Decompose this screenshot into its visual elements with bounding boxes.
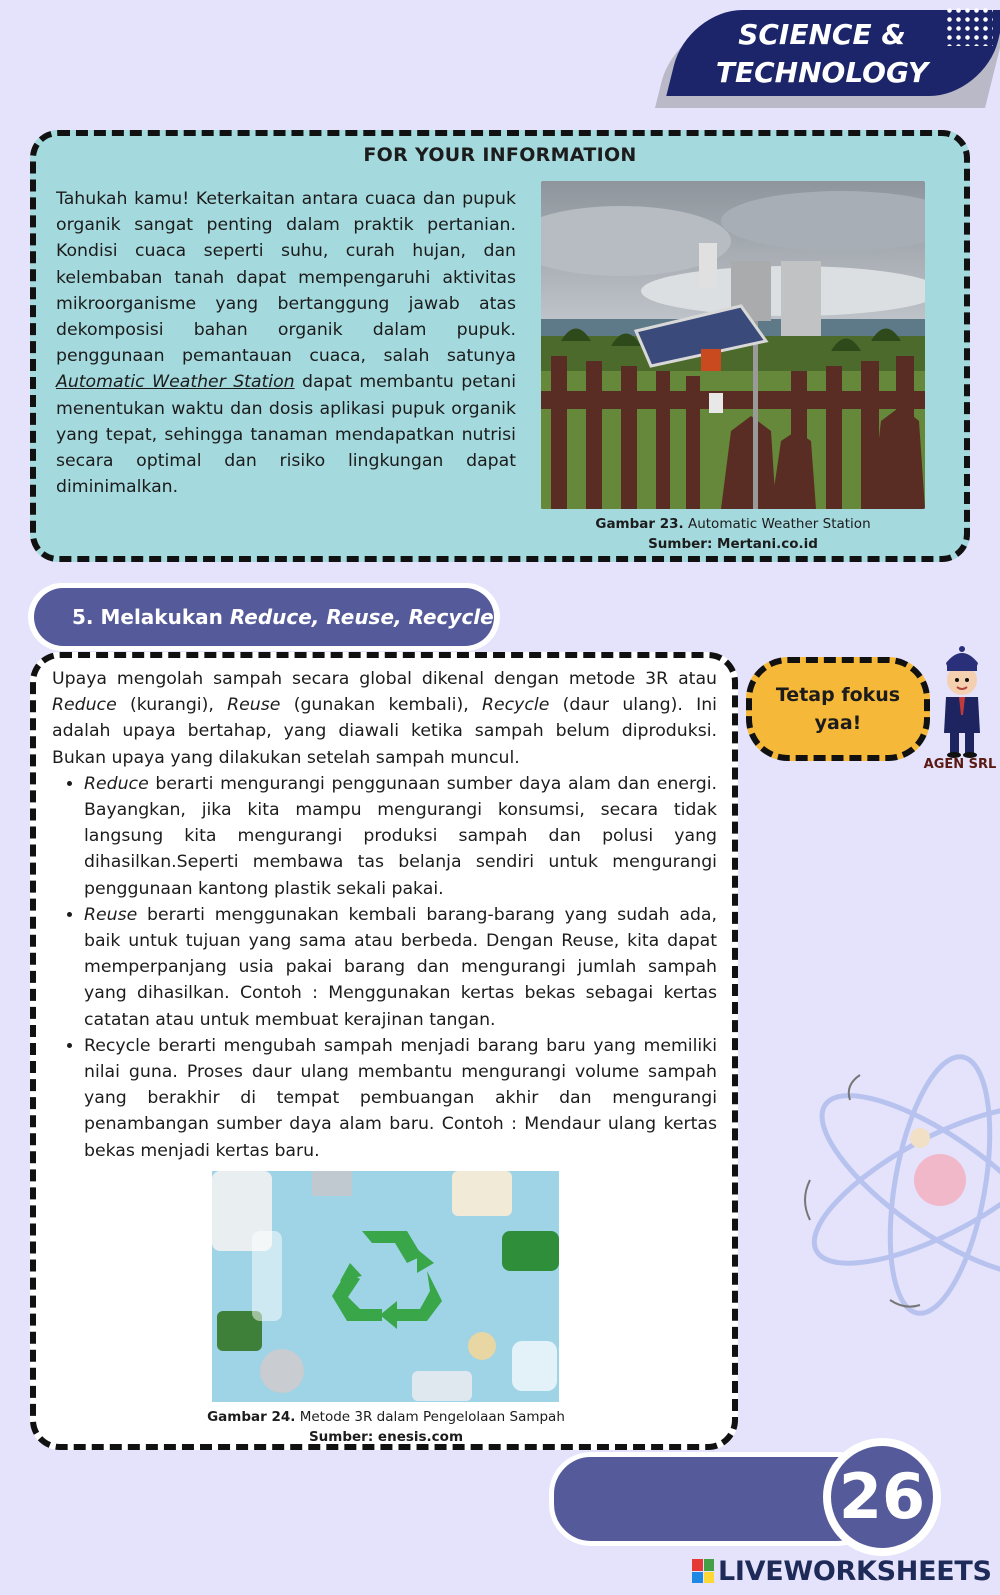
recycle-image	[212, 1171, 559, 1402]
bullet-text: Recycle berarti mengubah sampah menjadi barang baru yang memiliki nilai guna. Proses daur ulang membantu mengurangi volume sampah yang berakhir di tempat pembuangan akhir dan mengurangi penambangan sumber daya alam baru. Contoh : Mendaur ulang kertas bekas menjadi kertas baru.	[84, 1035, 717, 1161]
figure-23-caption	[541, 514, 925, 554]
section-title-italic: Reduce, Reuse, Recycle	[229, 605, 494, 629]
reuse-term: Reuse	[84, 904, 138, 925]
intro-text: (gunakan kembali),	[293, 695, 469, 716]
caption-label: Gambar 23.	[595, 516, 684, 532]
list-item-reduce	[84, 771, 717, 902]
reuse-term: Reuse	[227, 695, 281, 716]
aws-link[interactable]: Automatic Weather Station	[56, 372, 295, 393]
caption-text: Automatic Weather Station	[687, 516, 871, 532]
focus-sticker	[746, 657, 930, 761]
atom-icon	[800, 1050, 1000, 1330]
header-title	[697, 16, 947, 92]
reduce-term: Reduce	[84, 773, 149, 794]
bullet-text: berarti mengurangi penggunaan sumber daya alam dan energi. Bayangkan, jika kita mampu mengurangi konsumsi, secara tidak langsung kita mengurangi produksi sampah dan polusi yang dihasilkan.Seperti membawa tas belanja sendiri untuk mengurangi penggunaan kantong plastik sekali pakai.	[84, 773, 718, 899]
liveworksheets-text: LIVEWORKSHEETS	[718, 1555, 992, 1587]
fyi-paragraph	[56, 186, 516, 500]
reduce-term: Reduce	[52, 695, 117, 716]
intro-text: Upaya mengolah sampah secara global dikenal dengan metode 3R atau	[52, 669, 717, 689]
intro-text: (daur ulang). Ini adalah upaya bertahap, yang diawali ketika sampah belum diproduksi. Bukan upaya yang dilakukan setelah sampah muncul.	[52, 695, 717, 768]
header-badge	[655, 8, 995, 110]
list-item-recycle	[84, 1033, 717, 1164]
intro-text: (kurangi),	[130, 695, 214, 716]
list-item-reuse	[84, 902, 717, 1033]
recycle-photo	[212, 1171, 559, 1402]
caption-label: Gambar 24.	[207, 1409, 296, 1425]
agent-label: AGEN SRL	[923, 757, 997, 772]
bullet-text: berarti menggunakan kembali barang-barang yang sudah ada, baik untuk tujuan yang sama atau berbeda. Dengan Reuse, kita dapat memperpanjang usia pakai barang dan mengurangi jumlah sampah yang dihasilkan. Contoh : Menggunakan kertas bekas sebagai kertas catatan atau untuk membuat kerajinan tangan.	[84, 904, 717, 1030]
dots-decoration	[945, 6, 993, 46]
header-line-2: TECHNOLOGY	[715, 56, 929, 89]
page-number: 26	[823, 1438, 941, 1556]
fyi-box	[30, 130, 970, 562]
liveworksheets-branding[interactable]	[692, 1554, 992, 1588]
agent-mascot	[932, 645, 992, 760]
sticker-line-2: yaa!	[814, 712, 862, 734]
liveworksheets-logo-icon	[692, 1559, 714, 1583]
sticker-line-1: Tetap fokus	[775, 684, 901, 706]
fyi-text-before: Tahukah kamu! Keterkaitan antara cuaca dan pupuk organik sangat penting dalam praktik pertanian. Kondisi cuaca seperti suhu, curah hujan, dan kelembaban tanah dapat mempengaruhi aktivitas mikroorganisme yang bertanggung jawab atas dekomposisi bahan organik dalam pupuk. penggunaan pemantauan cuaca, salah satunya	[56, 189, 516, 367]
caption-source: Sumber: Mertani.co.id	[648, 536, 818, 552]
content-box	[30, 652, 738, 1450]
section-number: 5. Melakukan	[72, 605, 223, 629]
fyi-title: FOR YOUR INFORMATION	[363, 144, 637, 166]
fyi-text-after: dapat membantu petani menentukan waktu dan dosis aplikasi pupuk organik yang tepat, sehingga tanaman mendapatkan nutrisi secara optimal dan risiko lingkungan dapat diminimalkan.	[56, 372, 516, 498]
caption-text: Metode 3R dalam Pengelolaan Sampah	[299, 1409, 565, 1425]
recycle-term: Recycle	[482, 695, 550, 716]
section-title	[34, 588, 494, 646]
3r-list	[52, 771, 717, 1164]
header-line-1: SCIENCE &	[738, 18, 906, 51]
weather-station-photo	[541, 181, 925, 509]
caption-source: Sumber: enesis.com	[308, 1429, 464, 1445]
intro-paragraph	[52, 666, 717, 771]
weather-station-image	[541, 181, 925, 509]
main-text	[52, 666, 717, 1164]
section-header	[28, 583, 500, 651]
figure-24-caption	[136, 1407, 636, 1447]
